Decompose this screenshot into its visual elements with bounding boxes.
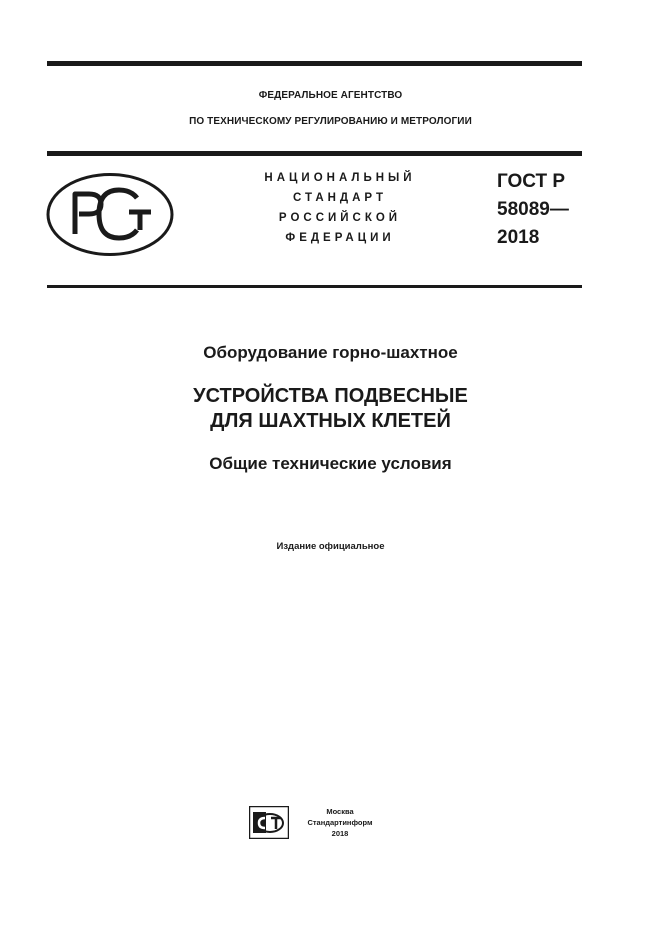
standartinform-logo-icon: [249, 806, 289, 839]
equipment-category: Оборудование горно-шахтное: [203, 343, 458, 362]
top-rule: [47, 61, 582, 66]
agency-name-line2: ПО ТЕХНИЧЕСКОМУ РЕГУЛИРОВАНИЮ И МЕТРОЛОГИИ: [189, 116, 472, 127]
publisher-city: Москва: [326, 807, 354, 816]
title-rule: [47, 285, 582, 288]
standard-type-line3: РОССИЙСКОЙ: [278, 212, 402, 224]
rst-certification-emblem-icon: [45, 172, 175, 257]
gost-designation-line1: ГОСТ Р: [497, 171, 566, 192]
document-title-line2: ДЛЯ ШАХТНЫХ КЛЕТЕЙ: [210, 410, 451, 432]
agency-name-line1: ФЕДЕРАЛЬНОЕ АГЕНТСТВО: [258, 90, 403, 101]
document-subtitle: Общие технические условия: [209, 454, 452, 473]
standard-type-line4: ФЕДЕРАЦИИ: [285, 232, 395, 244]
gost-designation-year: 2018: [497, 227, 540, 248]
standard-type-line2: СТАНДАРТ: [293, 192, 387, 204]
gost-designation-line2: 58089—: [497, 199, 569, 220]
publisher-name: Стандартинформ: [307, 818, 373, 827]
edition-note: Издание официальное: [276, 541, 385, 552]
publisher-year: 2018: [331, 829, 349, 838]
document-title-line1: УСТРОЙСТВА ПОДВЕСНЫЕ: [193, 385, 468, 407]
standard-type-line1: НАЦИОНАЛЬНЫЙ: [264, 172, 416, 184]
header-rule: [47, 151, 582, 156]
